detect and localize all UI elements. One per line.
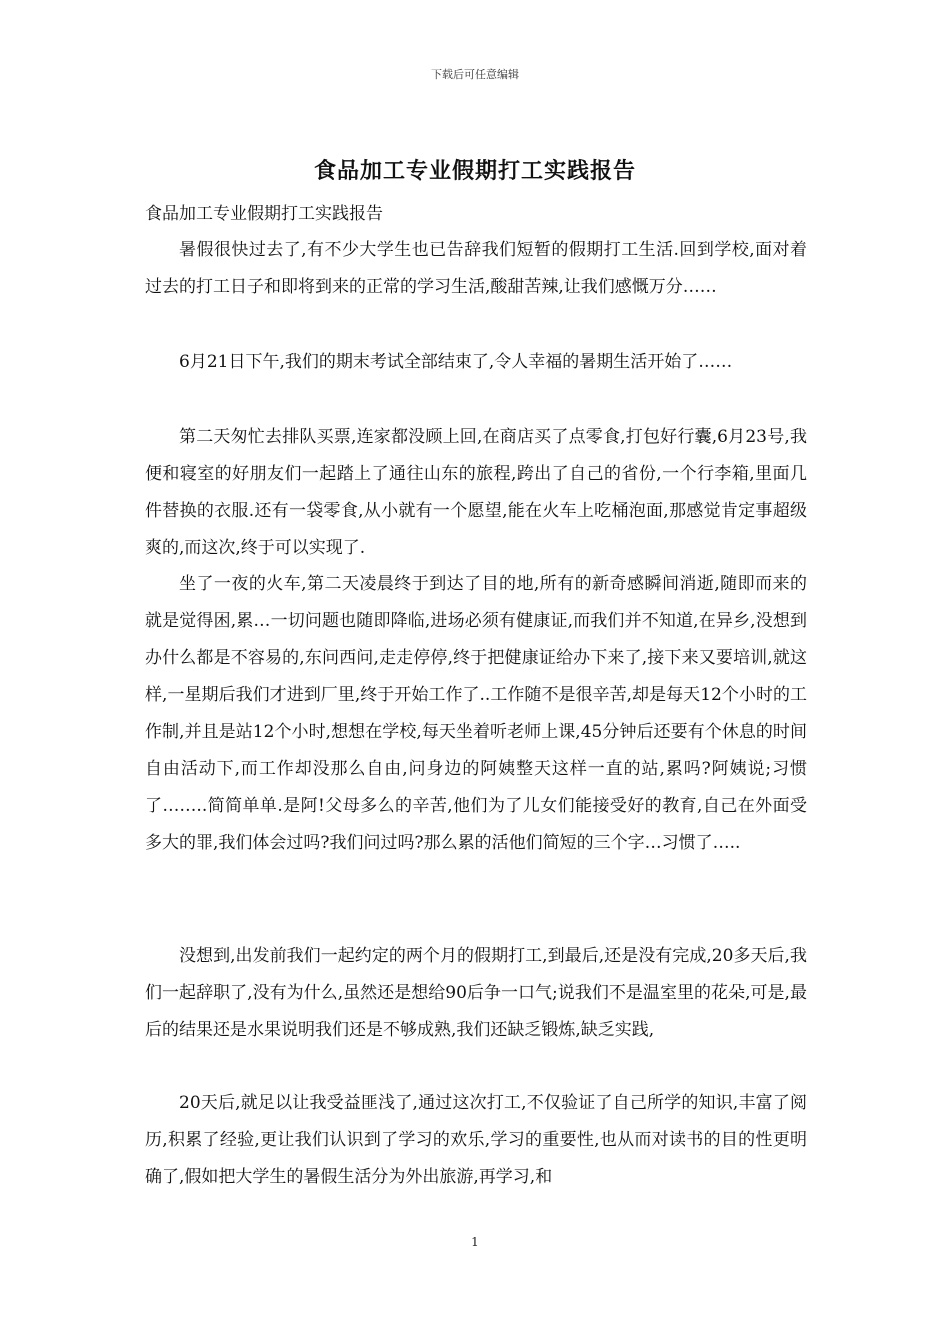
page-header: 下载后可任意编辑 [431,68,519,81]
paragraph-6: 20天后,就足以让我受益匪浅了,通过这次打工,不仅验证了自己所学的知识,丰富了阅历,积累了经验,更让我们认识到了学习的欢乐,学习的重要性,也从而对读书的目的性更明确了,假如把大学生的暑假生活分为外出旅游,再学习,和 [145,1093,807,1187]
document-subtitle: 食品加工专业假期打工实践报告 [145,204,383,224]
paragraph-3: 第二天匆忙去排队买票,连家都没顾上回,在商店买了点零食,打包好行囊,6月23号,我便和寝室的好朋友们一起踏上了通往山东的旅程,跨出了自己的省份,一个行李箱,里面几件替换的衣服.还有一袋零食,从小就有一个愿望,能在火车上吃桶泡面,那感觉肯定事超级爽的,而这次,终于可以实现了. [145,427,807,558]
page-number: 1 [471,1235,479,1249]
paragraph-5: 没想到,出发前我们一起约定的两个月的假期打工,到最后,还是没有完成,20多天后,我们一起辞职了,没有为什么,虽然还是想给90后争一口气;说我们不是温室里的花朵,可是,最后的结果还是水果说明我们还是不够成熟,我们还缺乏锻炼,缺乏实践, [145,946,807,1040]
paragraph-2: 6月21日下午,我们的期末考试全部结束了,令人幸福的暑期生活开始了…… [179,352,733,372]
document-title: 食品加工专业假期打工实践报告 [313,158,636,184]
paragraph-1: 暑假很快过去了,有不少大学生也已告辞我们短暂的假期打工生活.回到学校,面对着过去的打工日子和即将到来的正常的学习生活,酸甜苦辣,让我们感慨万分…… [145,240,807,297]
paragraph-4: 坐了一夜的火车,第二天凌晨终于到达了目的地,所有的新奇感瞬间消逝,随即而来的就是觉得困,累…一切问题也随即降临,进场必须有健康证,而我们并不知道,在异乡,没想到办什么都是不容易的,东问西问,走走停停,终于把健康证给办下来了,接下来又要培训,就这样,一星期后我们才进到厂里,终于开始工作了..工作随不是很辛苦,却是每天12个小时的工作制,并且是站12个小时,想想在学校,每天坐着听老师上课,45分钟后还要有个休息的时间自由活动下,而工作却没那么自由,问身边的阿姨整天这样一直的站,累吗?阿姨说;习惯了……..简简单单.是阿!父母多么的辛苦,他们为了儿女们能接受好的教育,自己在外面受多大的罪,我们体会过吗?我们问过吗?那么累的活他们简短的三个字…习惯了….. [145,574,807,853]
